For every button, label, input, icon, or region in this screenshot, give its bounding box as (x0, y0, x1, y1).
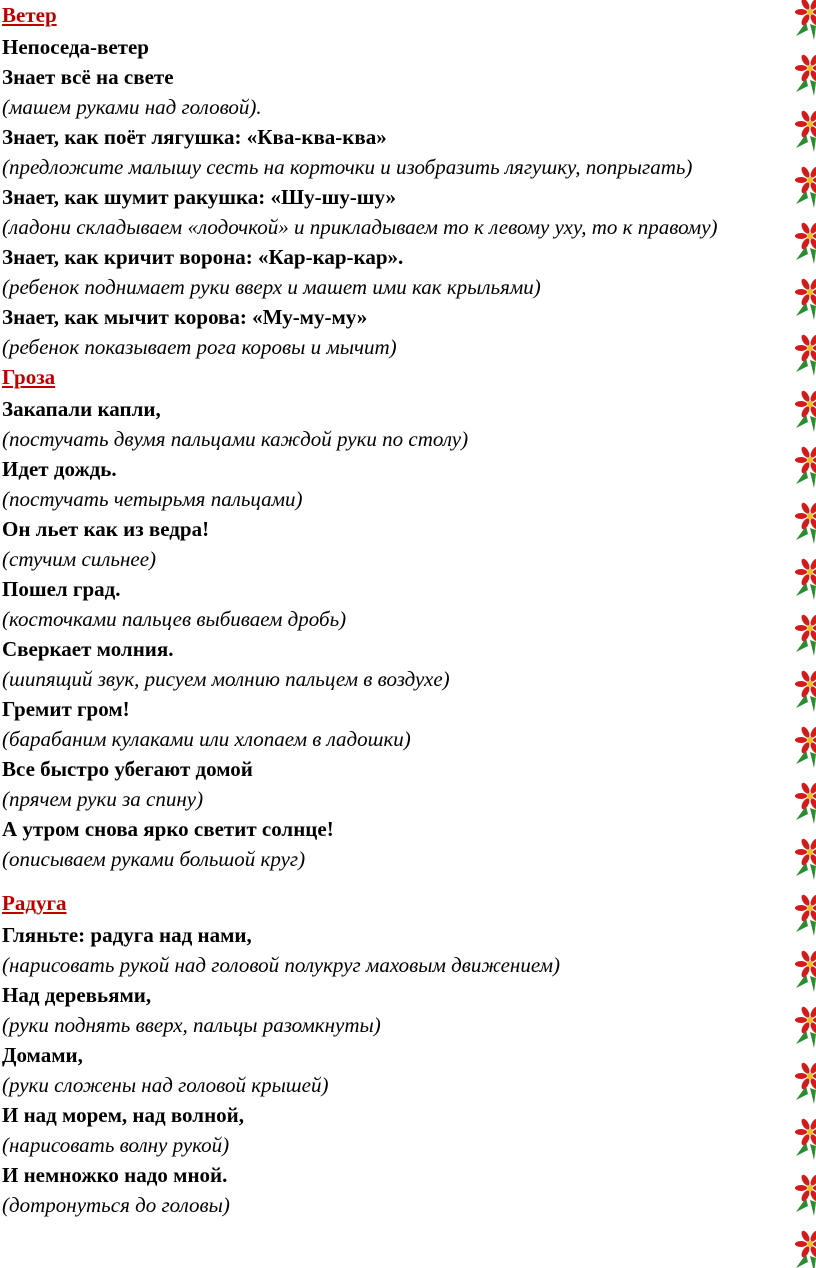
poinsettia-flower-icon (792, 552, 816, 608)
decorative-flower-border (792, 0, 816, 1268)
poinsettia-flower-icon (792, 664, 816, 720)
section-title-rainbow: Радуга (2, 891, 67, 915)
poinsettia-flower-icon (792, 608, 816, 664)
verse-line: Знает, как поёт лягушка: «Ква-ква-ква» (2, 125, 387, 149)
poinsettia-flower-icon (792, 272, 816, 328)
verse-line: Знает, как кричит ворона: «Кар-кар-кар». (2, 245, 404, 269)
instruction-line: (ладони складываем «лодочкой» и прикладываем то к левому уху, то к правому) (2, 215, 718, 239)
verse-line: Гремит гром! (2, 697, 130, 721)
poinsettia-flower-icon (792, 216, 816, 272)
poinsettia-flower-icon (792, 0, 816, 48)
verse-line: Знает, как мычит корова: «Му-му-му» (2, 305, 368, 329)
instruction-line: (руки сложены над головой крышей) (2, 1073, 329, 1097)
document-body (2, 0, 802, 1220)
verse-line: Гляньте: радуга над нами, (2, 923, 252, 947)
instruction-line: (шипящий звук, рисуем молнию пальцем в воздухе) (2, 667, 450, 691)
section-title-storm: Гроза (2, 365, 56, 389)
poinsettia-flower-icon (792, 1000, 816, 1056)
instruction-line: (предложите малышу сесть на корточки и изобразить лягушку, попрыгать) (2, 155, 693, 179)
instruction-line: (барабаним кулаками или хлопаем в ладошки) (2, 727, 411, 751)
poinsettia-flower-icon (792, 440, 816, 496)
verse-line: Пошел град. (2, 577, 121, 601)
poinsettia-flower-icon (792, 104, 816, 160)
poinsettia-flower-icon (792, 328, 816, 384)
poinsettia-flower-icon (792, 496, 816, 552)
verse-line: Знает всё на свете (2, 65, 174, 89)
instruction-line: (дотронуться до головы) (2, 1193, 230, 1217)
poinsettia-flower-icon (792, 160, 816, 216)
verse-line: Все быстро убегают домой (2, 757, 253, 781)
verse-line: А утром снова ярко светит солнце! (2, 817, 334, 841)
section-title-wind: Ветер (2, 3, 57, 27)
instruction-line: (ребенок показывает рога коровы и мычит) (2, 335, 397, 359)
instruction-line: (постучать двумя пальцами каждой руки по столу) (2, 427, 469, 451)
instruction-line: (нарисовать волну рукой) (2, 1133, 230, 1157)
instruction-line: (постучать четырьмя пальцами) (2, 487, 303, 511)
verse-line: Идет дождь. (2, 457, 117, 481)
poinsettia-flower-icon (792, 944, 816, 1000)
instruction-line: (стучим сильнее) (2, 547, 157, 571)
verse-line: Знает, как шумит ракушка: «Шу-шу-шу» (2, 185, 397, 209)
poinsettia-flower-icon (792, 720, 816, 776)
poinsettia-flower-icon (792, 1112, 816, 1168)
instruction-line: (ребенок поднимает руки вверх и машет ими как крыльями) (2, 275, 541, 299)
verse-line: Сверкает молния. (2, 637, 174, 661)
verse-line: Закапали капли, (2, 397, 161, 421)
instruction-line: (нарисовать рукой над головой полукруг маховым движением) (2, 953, 561, 977)
instruction-line: (описываем руками большой круг) (2, 847, 306, 871)
instruction-line: (прячем руки за спину) (2, 787, 204, 811)
verse-line: Домами, (2, 1043, 83, 1067)
verse-line: Он льет как из ведра! (2, 517, 210, 541)
poinsettia-flower-icon (792, 776, 816, 832)
instruction-line: (косточками пальцев выбиваем дробь) (2, 607, 347, 631)
verse-line: И над морем, над волной, (2, 1103, 245, 1127)
poinsettia-flower-icon (792, 48, 816, 104)
poinsettia-flower-icon (792, 888, 816, 944)
poinsettia-flower-icon (792, 1224, 816, 1268)
verse-line: Над деревьями, (2, 983, 152, 1007)
instruction-line: (руки поднять вверх, пальцы разомкнуты) (2, 1013, 381, 1037)
poinsettia-flower-icon (792, 1168, 816, 1224)
poinsettia-flower-icon (792, 384, 816, 440)
verse-line: И немножко надо мной. (2, 1163, 228, 1187)
poinsettia-flower-icon (792, 832, 816, 888)
verse-line: Непоседа-ветер (2, 35, 149, 59)
poinsettia-flower-icon (792, 1056, 816, 1112)
instruction-line: (машем руками над головой). (2, 95, 262, 119)
